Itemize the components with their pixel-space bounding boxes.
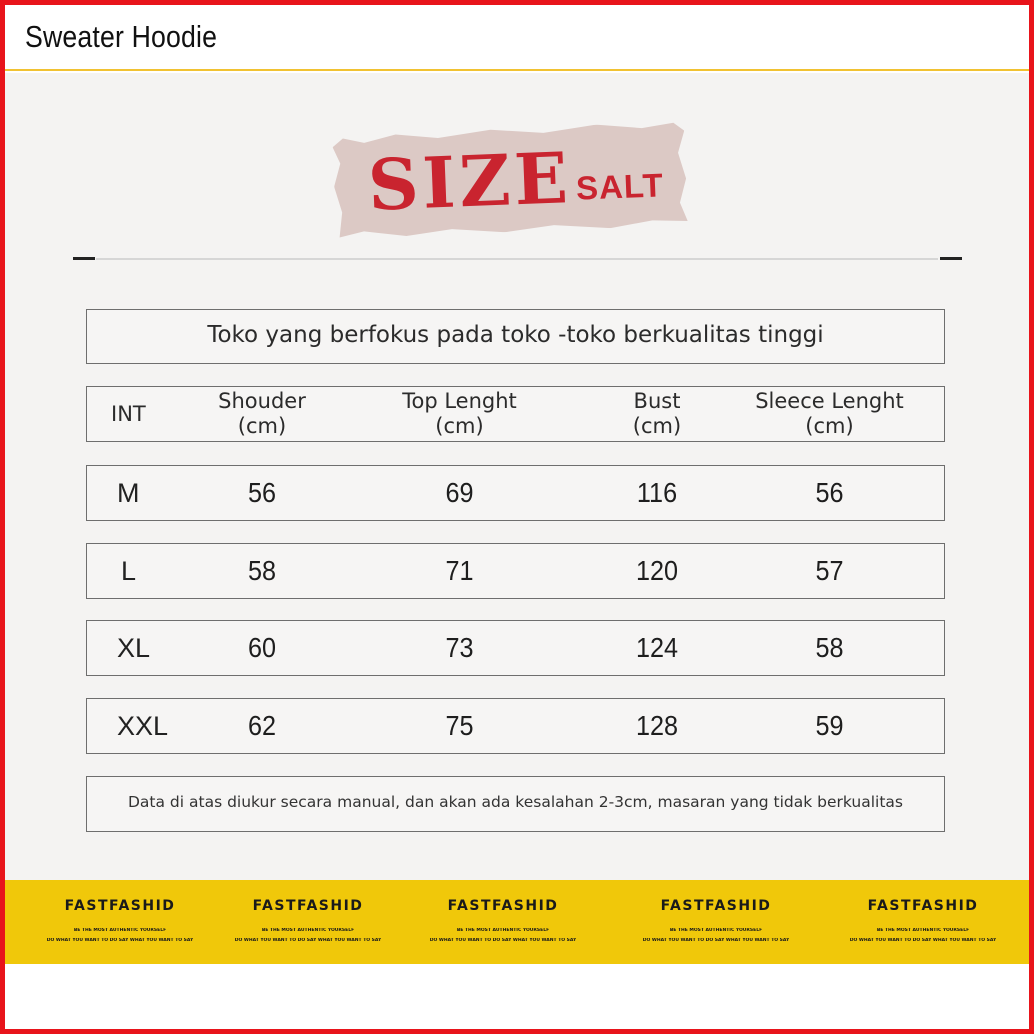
- column-header-label: Shouder: [218, 389, 306, 413]
- top-length-value: 75: [445, 710, 474, 741]
- size-label: L: [121, 555, 137, 586]
- table-row: [86, 543, 945, 599]
- size-subheading: SALT: [575, 166, 665, 207]
- top-length-value: 69: [445, 477, 474, 508]
- brand-logo: FASTFASHID: [660, 898, 772, 914]
- column-header-top-length: [387, 387, 532, 441]
- table-header-row: [86, 386, 945, 442]
- sleeve-length-value: 58: [815, 632, 844, 663]
- bust-value: 116: [636, 477, 678, 508]
- size-label: XXL: [117, 710, 169, 741]
- brand-footer-band: [5, 880, 1029, 964]
- tagline-text: Toko yang berfokus pada toko -toko berkualitas tinggi: [207, 322, 824, 348]
- table-row: [86, 465, 945, 521]
- column-header-label: Bust: [633, 389, 681, 413]
- brand-slogan: BE THE MOST AUTHENTIC YOURSELF: [261, 928, 355, 933]
- column-header-label: INT: [111, 401, 146, 426]
- brand-slogan: DO WHAT YOU WANT TO DO SAY WHAT YOU WANT TO SAY: [46, 938, 194, 943]
- sleeve-length-value: 57: [815, 555, 844, 586]
- divider-right-mark: [940, 257, 962, 260]
- size-label: M: [117, 477, 140, 508]
- brand-logo: FASTFASHID: [867, 898, 979, 914]
- tagline-box: [86, 309, 945, 364]
- size-label: XL: [117, 632, 151, 663]
- column-header-unit: (cm): [805, 414, 854, 438]
- brand-slogan: BE THE MOST AUTHENTIC YOURSELF: [876, 928, 970, 933]
- brand-logo: FASTFASHID: [447, 898, 559, 914]
- divider-line: [96, 258, 938, 260]
- shoulder-value: 56: [247, 477, 277, 508]
- column-header-int: [111, 387, 191, 441]
- bust-value: 120: [635, 555, 679, 586]
- product-title: Sweater Hoodie: [25, 19, 218, 54]
- sleeve-length-value: 59: [815, 710, 844, 741]
- size-heading: SIZE: [366, 136, 574, 227]
- table-row: [86, 698, 945, 754]
- column-header-unit: (cm): [237, 414, 287, 438]
- measurement-note: Data di atas diukur secara manual, dan akan ada kesalahan 2-3cm, masaran yang tidak berkualitas: [127, 793, 904, 811]
- shoulder-value: 58: [247, 555, 277, 586]
- brand-slogan: DO WHAT YOU WANT TO DO SAY WHAT YOU WANT TO SAY: [849, 938, 997, 943]
- bust-value: 124: [635, 632, 679, 663]
- brand-slogan: DO WHAT YOU WANT TO DO SAY WHAT YOU WANT TO SAY: [429, 938, 577, 943]
- column-header-unit: (cm): [435, 414, 484, 438]
- brand-slogan: BE THE MOST AUTHENTIC YOURSELF: [456, 928, 550, 933]
- brand-slogan: BE THE MOST AUTHENTIC YOURSELF: [73, 928, 167, 933]
- column-header-bust: [602, 387, 712, 441]
- brand-slogan: DO WHAT YOU WANT TO DO SAY WHAT YOU WANT TO SAY: [642, 938, 790, 943]
- column-header-label: Top Lenght: [402, 389, 517, 413]
- header-bar: [5, 5, 1029, 71]
- bust-value: 128: [635, 710, 679, 741]
- column-header-unit: (cm): [632, 414, 682, 438]
- brand-slogan: BE THE MOST AUTHENTIC YOURSELF: [669, 928, 763, 933]
- sleeve-length-value: 56: [815, 477, 844, 508]
- shoulder-value: 60: [247, 632, 277, 663]
- column-header-label: Sleece Lenght: [755, 389, 904, 413]
- brand-logo: FASTFASHID: [64, 898, 176, 914]
- column-header-sleeve-length: [747, 387, 912, 441]
- brand-logo: FASTFASHID: [252, 898, 364, 914]
- divider-left-mark: [73, 257, 95, 260]
- brand-slogan: DO WHAT YOU WANT TO DO SAY WHAT YOU WANT TO SAY: [234, 938, 382, 943]
- shoulder-value: 62: [247, 710, 277, 741]
- measurement-note-box: [86, 776, 945, 832]
- top-length-value: 71: [445, 555, 474, 586]
- top-length-value: 73: [445, 632, 474, 663]
- column-header-shoulder: [207, 387, 317, 441]
- table-row: [86, 620, 945, 676]
